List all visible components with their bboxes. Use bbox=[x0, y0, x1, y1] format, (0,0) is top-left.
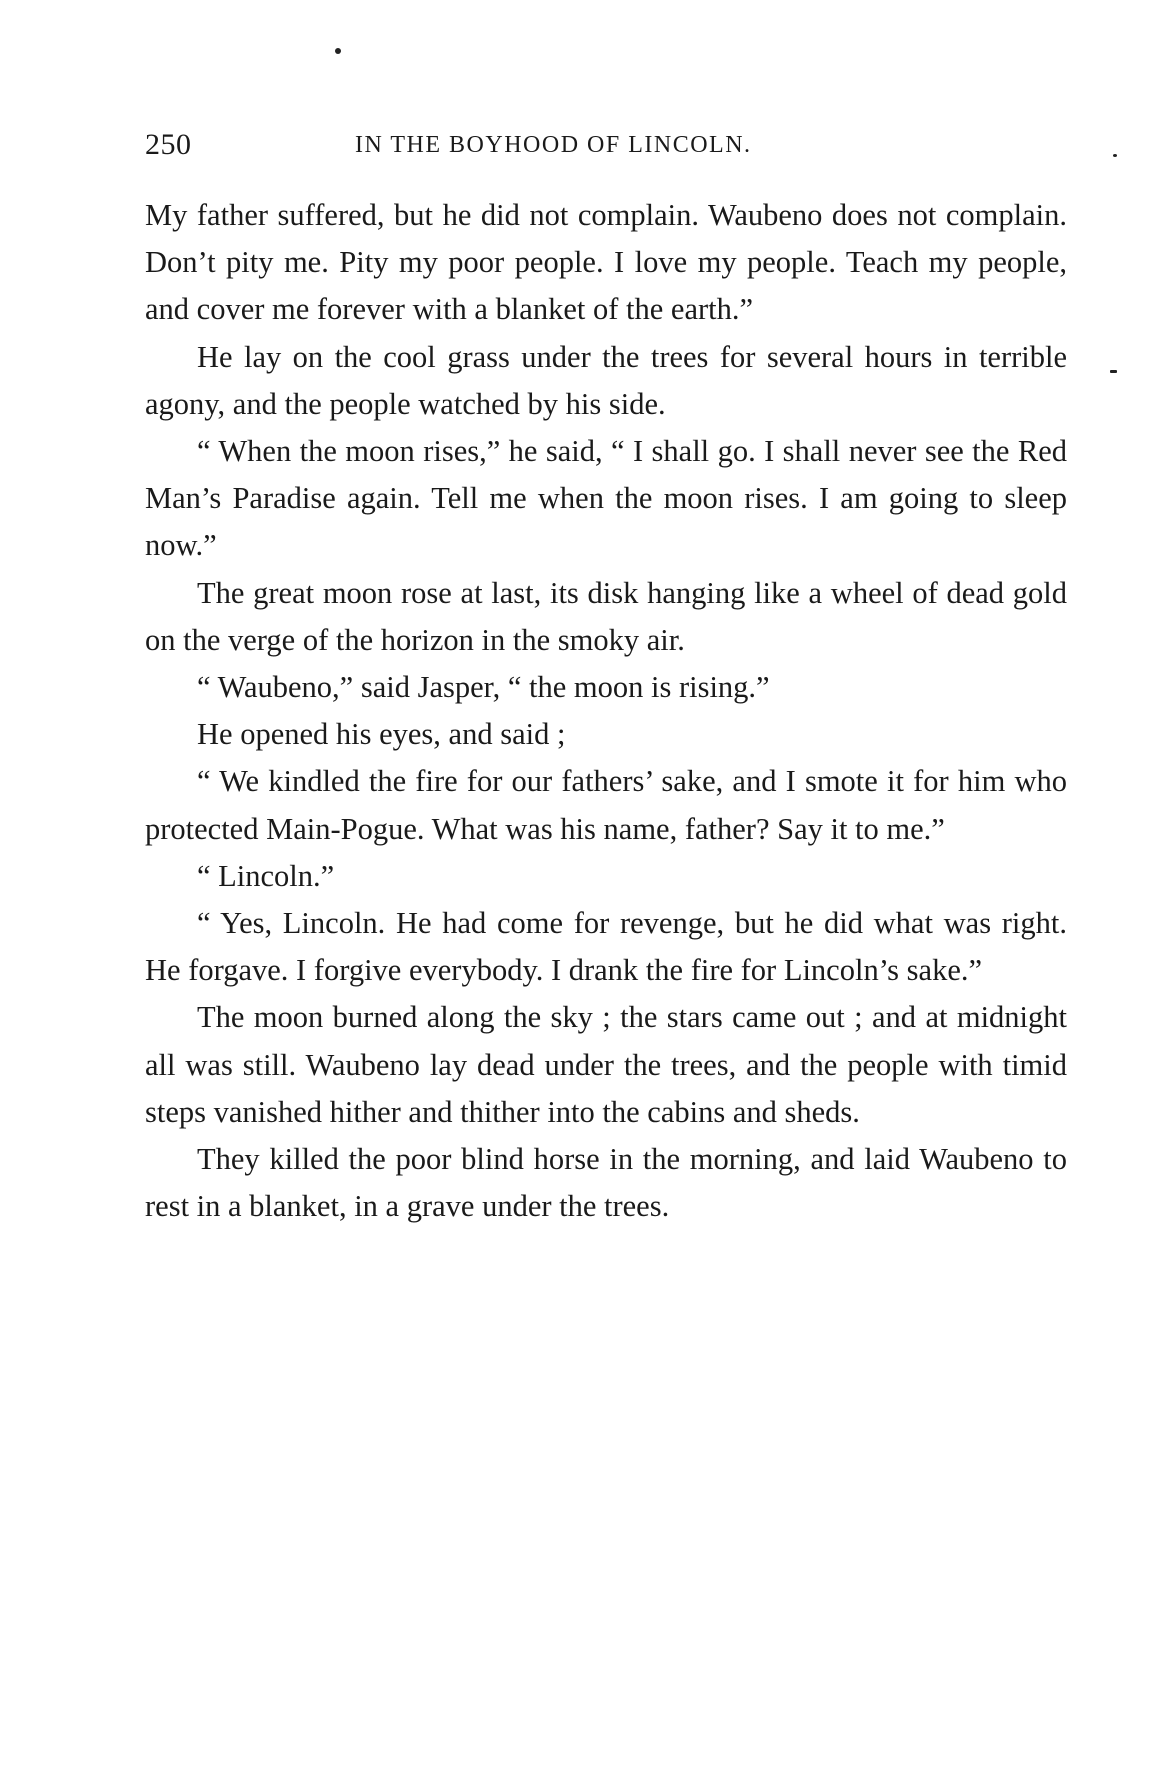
paragraph: The moon burned along the sky ; the stars came out ; and at midnight all was still. Waubeno lay dead under the trees, and the people with timid steps vanished hither and thither into the cabins and sheds. bbox=[145, 1000, 1067, 1129]
paragraph: “ We kindled the fire for our fathers’ sake, and I smote it for him who protected Main-Pogue. What was his name, father? Say it to me.” bbox=[145, 764, 1067, 846]
paragraph: He opened his eyes, and said ; bbox=[197, 717, 566, 752]
paragraph: “ When the moon rises,” he said, “ I shall go. I shall never see the Red Man’s Paradise again. Tell me when the moon rises. I am going to sleep now.” bbox=[145, 434, 1067, 563]
paragraph: “ Lincoln.” bbox=[197, 858, 335, 893]
paragraph: The great moon rose at last, its disk hanging like a wheel of dead gold on the verge of the horizon in the smoky air. bbox=[145, 575, 1067, 657]
ink-speck bbox=[335, 48, 341, 54]
paragraph: “ Waubeno,” said Jasper, “ the moon is rising.” bbox=[197, 670, 770, 705]
page-header bbox=[145, 128, 1070, 168]
paragraph: My father suffered, but he did not complain. Waubeno does not complain. Don’t pity me. Pity my poor people. I love my people. Teach my people, and cover me forever with a blanket of the earth.” bbox=[145, 198, 1067, 327]
paragraph: He lay on the cool grass under the trees for several hours in terrible agony, and the people watched by his side. bbox=[145, 339, 1067, 421]
paragraph: They killed the poor blind horse in the morning, and laid Waubeno to rest in a blanket, in a grave under the trees. bbox=[145, 1142, 1067, 1224]
paragraph: “ Yes, Lincoln. He had come for revenge, but he did what was right. He forgave. I forgive everybody. I drank the fire for Lincoln’s sake.” bbox=[145, 906, 1067, 988]
ink-speck bbox=[1113, 154, 1117, 157]
body-text bbox=[145, 192, 1067, 1230]
ink-speck bbox=[1110, 370, 1117, 373]
page-number: 250 bbox=[145, 128, 192, 161]
running-head: IN THE BOYHOOD OF LINCOLN. bbox=[355, 132, 752, 158]
